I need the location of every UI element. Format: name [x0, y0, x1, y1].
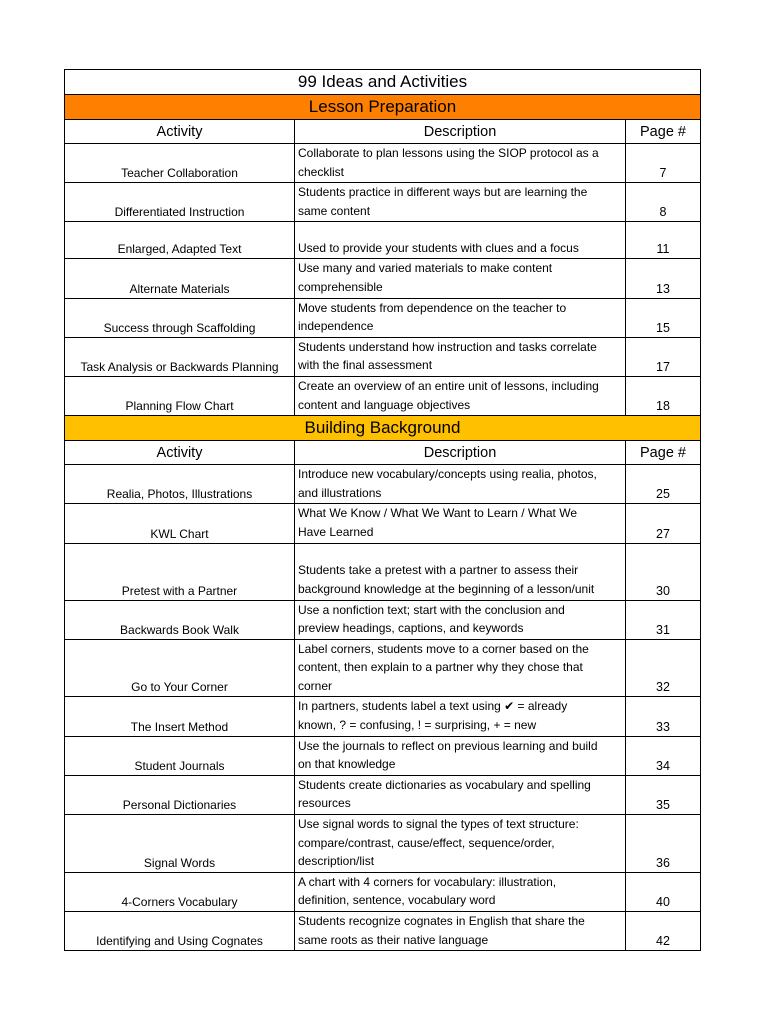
description-line: In partners, students label a text using ✔ = already	[298, 699, 568, 714]
description-line: same content	[298, 203, 371, 218]
description-line: same roots as their native language	[298, 932, 489, 947]
description-line: background knowledge at the beginning of a lesson/unit	[298, 581, 595, 596]
column-header-row	[65, 120, 701, 144]
column-header-description: Description	[295, 441, 626, 465]
section-header-row	[65, 95, 701, 120]
description-line: Have Learned	[298, 524, 374, 539]
activity-cell: Success through Scaffolding	[65, 298, 295, 337]
description-line: with the final assessment	[298, 358, 433, 373]
page-number-cell: 40	[626, 872, 701, 911]
description-cell	[295, 259, 626, 298]
table-row	[65, 912, 701, 951]
page-number-cell: 7	[626, 144, 701, 183]
page-number-cell: 32	[626, 639, 701, 697]
page-title: 99 Ideas and Activities	[65, 70, 701, 95]
activity-cell: Student Journals	[65, 736, 295, 775]
description-cell	[295, 337, 626, 376]
description-line: and illustrations	[298, 485, 382, 500]
description-cell	[295, 504, 626, 543]
description-line: comprehensible	[298, 279, 383, 294]
page-number-cell: 34	[626, 736, 701, 775]
column-header-activity: Activity	[65, 441, 295, 465]
page-number-cell: 25	[626, 465, 701, 504]
page-number-cell: 30	[626, 543, 701, 600]
table-row	[65, 775, 701, 814]
description-cell	[295, 222, 626, 259]
table-row	[65, 543, 701, 600]
description-line: compare/contrast, cause/effect, sequence/order,	[298, 835, 555, 850]
activity-cell: The Insert Method	[65, 697, 295, 736]
description-line: content, then explain to a partner why they chose that	[298, 660, 583, 675]
description-cell	[295, 872, 626, 911]
description-cell	[295, 736, 626, 775]
description-cell	[295, 465, 626, 504]
column-header-page: Page #	[626, 120, 701, 144]
page-number-cell: 18	[626, 376, 701, 415]
activity-cell: Personal Dictionaries	[65, 775, 295, 814]
table-row	[65, 815, 701, 873]
page-number-cell: 13	[626, 259, 701, 298]
description-line: definition, sentence, vocabulary word	[298, 893, 496, 908]
activity-cell: Planning Flow Chart	[65, 376, 295, 415]
description-cell	[295, 775, 626, 814]
page-number-cell: 15	[626, 298, 701, 337]
page-number-cell: 35	[626, 775, 701, 814]
activity-cell: Identifying and Using Cognates	[65, 912, 295, 951]
page-number-cell: 42	[626, 912, 701, 951]
activity-cell: Differentiated Instruction	[65, 183, 295, 222]
description-cell	[295, 144, 626, 183]
activity-cell: Realia, Photos, Illustrations	[65, 465, 295, 504]
page-number-cell: 36	[626, 815, 701, 873]
description-line: preview headings, captions, and keywords	[298, 621, 524, 636]
description-line: Used to provide your students with clues and a focus	[298, 240, 579, 255]
table-row	[65, 465, 701, 504]
description-line: Collaborate to plan lessons using the SIOP protocol as a	[298, 146, 599, 160]
description-cell	[295, 600, 626, 639]
description-line: Use signal words to signal the types of text structure:	[298, 817, 579, 832]
description-cell	[295, 639, 626, 697]
table-row	[65, 144, 701, 183]
description-line: description/list	[298, 854, 375, 869]
description-cell	[295, 298, 626, 337]
description-cell	[295, 183, 626, 222]
description-line: What We Know / What We Want to Learn / What We	[298, 506, 577, 521]
table-row	[65, 222, 701, 259]
description-cell	[295, 697, 626, 736]
table-body	[65, 70, 701, 951]
activities-table	[64, 69, 701, 951]
description-line: Students understand how instruction and tasks correlate	[298, 339, 597, 354]
page-number-cell: 27	[626, 504, 701, 543]
page-number-cell: 11	[626, 222, 701, 259]
description-line: content and language objectives	[298, 397, 471, 412]
activity-cell: Enlarged, Adapted Text	[65, 222, 295, 259]
page-number-cell: 33	[626, 697, 701, 736]
description-line: Students create dictionaries as vocabulary and spelling	[298, 777, 591, 792]
column-header-page: Page #	[626, 441, 701, 465]
table-row	[65, 298, 701, 337]
page-number-cell: 17	[626, 337, 701, 376]
activity-cell: KWL Chart	[65, 504, 295, 543]
description-line: independence	[298, 319, 374, 334]
activity-cell: Signal Words	[65, 815, 295, 873]
table-row	[65, 376, 701, 415]
activity-cell: Pretest with a Partner	[65, 543, 295, 600]
description-cell	[295, 912, 626, 951]
table-row	[65, 639, 701, 697]
section-header-row	[65, 416, 701, 441]
description-line: Students practice in different ways but are learning the	[298, 185, 588, 200]
table-row	[65, 183, 701, 222]
description-line: Introduce new vocabulary/concepts using realia, photos,	[298, 467, 597, 482]
description-line: checklist	[298, 164, 345, 179]
table-row	[65, 697, 701, 736]
page-number-cell: 8	[626, 183, 701, 222]
table-row	[65, 504, 701, 543]
table-row	[65, 600, 701, 639]
description-line: Use many and varied materials to make content	[298, 261, 553, 276]
description-line: Use a nonfiction text; start with the conclusion and	[298, 602, 565, 617]
column-header-row	[65, 441, 701, 465]
description-line: on that knowledge	[298, 757, 396, 772]
description-line: A chart with 4 corners for vocabulary: illustration,	[298, 874, 557, 889]
title-row	[65, 70, 701, 95]
activity-cell: Alternate Materials	[65, 259, 295, 298]
activity-cell: Backwards Book Walk	[65, 600, 295, 639]
section-title: Lesson Preparation	[65, 95, 701, 120]
column-header-description: Description	[295, 120, 626, 144]
section-title: Building Background	[65, 416, 701, 441]
activity-cell: Go to Your Corner	[65, 639, 295, 697]
description-line: Students recognize cognates in English that share the	[298, 914, 585, 928]
page-number-cell: 31	[626, 600, 701, 639]
table-row	[65, 736, 701, 775]
table-row	[65, 872, 701, 911]
description-line: corner	[298, 678, 333, 693]
table-row	[65, 259, 701, 298]
description-cell	[295, 543, 626, 600]
description-line: known, ? = confusing, ! = surprising, + = new	[298, 718, 537, 733]
description-line: resources	[298, 796, 351, 811]
description-line: Use the journals to reflect on previous learning and build	[298, 738, 598, 753]
activity-cell: Task Analysis or Backwards Planning	[65, 337, 295, 376]
description-line: Move students from dependence on the teacher to	[298, 300, 567, 315]
description-cell	[295, 376, 626, 415]
table-row	[65, 337, 701, 376]
description-line: Students take a pretest with a partner to assess their	[298, 563, 579, 578]
column-header-activity: Activity	[65, 120, 295, 144]
description-line: Label corners, students move to a corner based on the	[298, 641, 589, 656]
activity-cell: 4-Corners Vocabulary	[65, 872, 295, 911]
description-line: Create an overview of an entire unit of lessons, including	[298, 378, 599, 393]
activity-cell: Teacher Collaboration	[65, 144, 295, 183]
description-cell	[295, 815, 626, 873]
